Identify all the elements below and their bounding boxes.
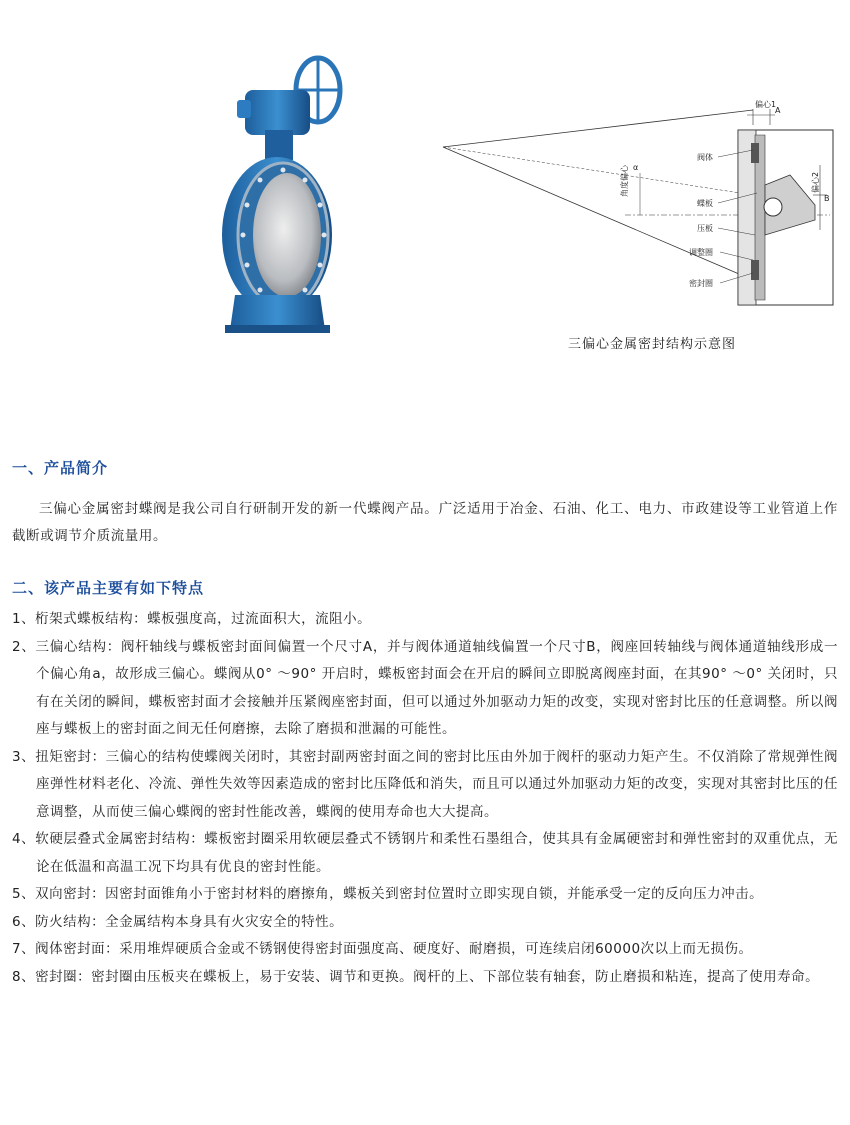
diagram-caption: 三偏心金属密封结构示意图 (568, 337, 737, 352)
angle-symbol-label: α (633, 163, 639, 172)
seal-ring-label: 密封圈 (689, 279, 713, 288)
feature-item: 7、阀体密封面：采用堆焊硬质合金或不锈钢使得密封面强度高、硬度好、耐磨损，可连续启闭60000次以上而无损伤。 (12, 941, 753, 957)
section-title-features: 二、该产品主要有如下特点 (12, 579, 205, 597)
feature-item: 6、防火结构：全金属结构本身具有火灾安全的特性。 (12, 913, 344, 930)
press-plate-label: 压板 (697, 224, 713, 233)
offset1-label: 偏心1 (755, 100, 777, 109)
angle-offset-label: 角度偏心 (620, 165, 629, 197)
valve-photo (205, 45, 350, 335)
triple-offset-structure-diagram (435, 95, 835, 315)
feature-item: 4、软硬层叠式金属密封结构：蝶板密封圈采用软硬层叠式不锈钢片和柔性石墨组合，使其具有金属硬密封和弹性密封的双重优点，无论在低温和高温工况下均具有优良的密封性能。 (12, 831, 838, 875)
introduction-paragraph: 三偏心金属密封蝶阀是我公司自行研制开发的新一代蝶阀产品。广泛适用于冶金、石油、化工、电力、市政建设等工业管道上作截断或调节介质流量用。 (12, 501, 838, 544)
feature-item: 8、密封圈：密封圈由压板夹在蝶板上，易于安装、调节和更换。阀杆的上、下部位装有轴套，防止磨损和粘连，提高了使用寿命。 (12, 968, 820, 985)
disc-label: 蝶板 (697, 199, 713, 208)
adjust-ring-label: 调整圈 (689, 248, 713, 257)
feature-item: 5、双向密封：因密封面锥角小于密封材料的磨擦角，蝶板关到密封位置时立即实现自锁，并能承受一定的反向压力冲击。 (12, 886, 764, 902)
section-title-introduction: 一、产品简介 (12, 459, 109, 477)
body-label: 阀体 (697, 153, 713, 162)
dimension-a-label: A (775, 106, 781, 115)
dimension-b-label: B (824, 194, 830, 203)
feature-item: 1、桁架式蝶板结构：蝶板强度高，过流面积大，流阻小。 (12, 611, 372, 627)
feature-list (12, 606, 838, 991)
feature-item: 3、扭矩密封：三偏心的结构使蝶阀关闭时，其密封副两密封面之间的密封比压由外加于阀杆的驱动力矩产生。不仅消除了常规弹性阀座弹性材料老化、冷流、弹性失效等因素造成的密封比压降低和消失，而且可以通过外加驱动力矩的改变，实现对其密封比压的任意调整，从而使三偏心蝶阀的密封性能改善，蝶阀的使用寿命也大大提高。 (12, 748, 838, 820)
offset2-label: 偏心2 (811, 171, 820, 193)
feature-item: 2、三偏心结构：阀杆轴线与蝶板密封面间偏置一个尺寸A，并与阀体通道轴线偏置一个尺寸B，阀座回转轴线与阀体通道轴线形成一个偏心角a，故形成三偏心。蝶阀从0° ～90° 开启时，蝶板密封面会在开启的瞬间立即脱离阀座封面，在其90° ～0° 关闭时，只有在关闭的瞬间，蝶板密封面才会接触并压紧阀座密封面，但可以通过外加驱动力矩的改变，实现对密封比压的任意调整。所以阀座与蝶板上的密封面之间无任何磨擦，去除了磨损和泄漏的可能性。 (12, 638, 838, 737)
